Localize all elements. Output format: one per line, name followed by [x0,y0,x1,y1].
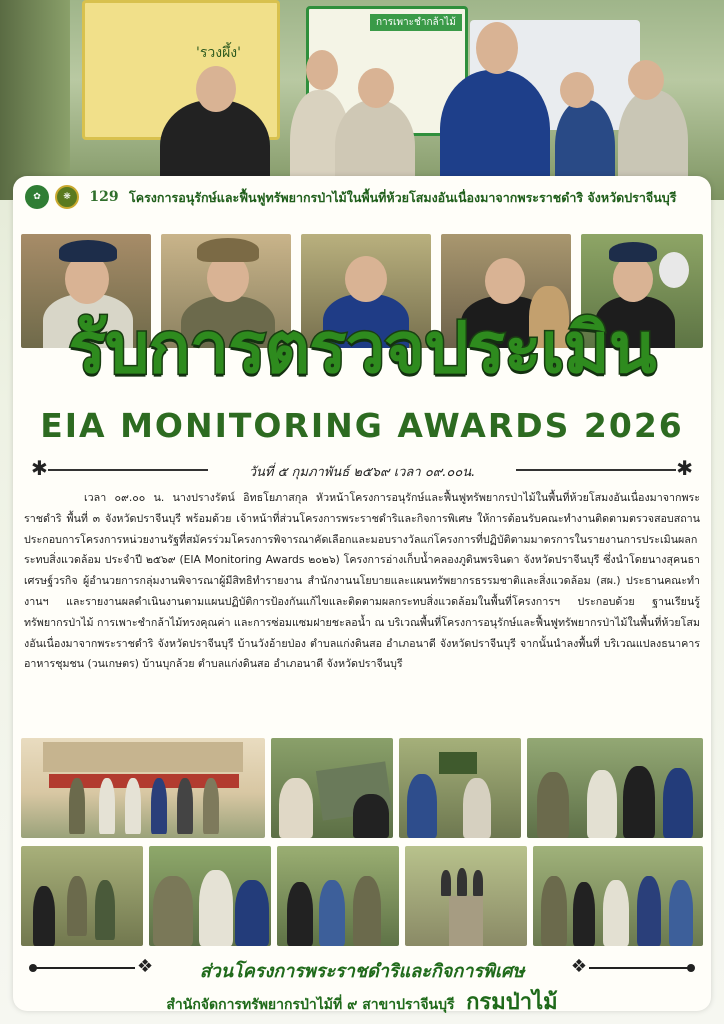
forest-dept-logo: ✿ [25,185,49,209]
footer-office-line [13,984,711,1019]
banner-person-head [196,66,236,112]
diamond-ornament-icon: ❖ [137,956,154,977]
photo-group-building [21,738,265,838]
date-line [13,456,711,480]
event-date: วันที่ ๕ กุมภาพันธ์ ๒๕๖๙ เวลา ๐๙.๐๐น. [248,465,476,480]
banner-sign-left-text: 'รวงผึ้ง' [196,45,241,61]
anniversary-129-logo: 129 [89,189,119,205]
body-text [24,488,700,675]
header-bar [13,176,711,216]
banner-photo [0,0,724,200]
header-title: โครงการอนุรักษ์และฟื้นฟูทรัพยากรป่าไม้ในพื้นที่ห้วยโสมงอันเนื่องมาจากพระราชดำริ จังหวัดปราจีนบุรี [129,190,677,205]
diamond-ornament-icon: ❖ [570,956,587,977]
asterisk-ornament-icon: ✱ [676,456,693,480]
photo-group-field [527,738,703,838]
dot-ornament-icon [687,964,695,972]
footer-office: สำนักจัดการทรัพยากรป่าไม้ที่ ๙ สาขาปราจีนบุรี [166,997,455,1013]
photo-map-board [271,738,393,838]
body-paragraph: เวลา ๐๙.๐๐ น. นางปรางรัตน์ อิทธโยภาสกุล หัวหน้าโครงการอนุรักษ์และฟื้นฟูทรัพยากรป่าไม้ในพื้นที่ห้วยโสมงอันเนื่องมาจากพระราชดำริ พื้นที่ ๓ จังหวัดปราจีนบุรี พร้อมด้วย เจ้าหน้าที่ส่วนโครงการพระราชดำริและกิจการพิเศษ ให้การต้อนรับคณะทำงานติดตามตรวจสอบสถานประกอบการโครงการหน่วยงานรัฐที่สมัครร่วมโครงการพิจารณาคัดเลือกและมอบรางวัลแก่โครงการที่ปฏิบัติตามมาตรการในรายงานการประเมินผลกระทบสิ่งแวดล้อม ประจำปี ๒๕๖๙ (EIA Monitoring Awards ๒๐๒๖) โครงการอ่างเก็บน้ำคลองภูดินพรจินดา จังหวัดปราจีนบุรี ซึ่งนำโดยนางสุคนธา เศรษฐ์วรกิจ ผู้อำนวยการกลุ่มงานพิจารณาผู้มีสิทธิทำรายงาน สำนักงานนโยบายและแผนทรัพยากรธรรมชาติและสิ่งแวดล้อม (สผ.) ประธานคณะทำงานฯ และรายงานผลดำเนินงานตามแผนปฏิบัติการป้องกันแก้ไขและติดตามผลกระทบสิ่งแวดล้อมในพื้นที่โครงการฯ ประกอบด้วย ฐานเรียนรู้ทรัพยากรป่าไม้ การเพาะชำกล้าไม้ทรงคุณค่า และการซ่อมแซมฝายชะลอน้ำ ณ บริเวณพื้นที่โครงการอนุรักษ์และฟื้นฟูทรัพยากรป่าไม้ในพื้นที่ห้วยโสมงอันเนื่องมาจากพระราชดำริ จังหวัดปราจีนบุรี บ้านวังอ้ายป่อง ตำบลแก่งดินสอ อำเภอนาดี จังหวัดปราจีนบุรี จากนั้นนำลงพื้นที่ บริเวณแปลงธนาคารอาหารชุมชน (วนเกษตร) บ้านบุกล้วย ตำบลแก่งดินสอ อำเภอนาดี จังหวัดปราจีนบุรี [24,491,700,671]
photo-group-talk [149,846,271,946]
royal-project-logo: ❋ [55,185,79,209]
banner-person-head [628,60,664,100]
banner-person-head [358,68,394,108]
divider-line [589,967,689,969]
banner-sign-middle-text: การเพาะชำกล้าไม้ [370,14,462,31]
banner-person-head [560,72,594,108]
photo-grid [13,736,711,946]
footer-divider [13,956,711,980]
banner-tree [0,0,70,200]
photo-forest-walk-2 [277,846,399,946]
content-card [13,176,711,1015]
banner-person-head [306,50,338,90]
banner-person-head [476,22,518,74]
footer-division: ส่วนโครงการพระราชดำริและกิจการพิเศษ [199,961,525,982]
photo-weir-stream [405,846,527,946]
headline-subtitle: EIA MONITORING AWARDS 2026 [40,406,684,445]
divider-line [516,469,676,471]
photo-group-forest [533,846,703,946]
headline-title: รับการตรวจประเมิน [68,307,656,389]
divider-line [48,469,208,471]
photo-forest-walk-1 [21,846,143,946]
divider-line [35,967,135,969]
photo-field-sign [399,738,521,838]
footer-department: กรมป่าไม้ [466,990,558,1015]
asterisk-ornament-icon: ✱ [31,456,48,480]
